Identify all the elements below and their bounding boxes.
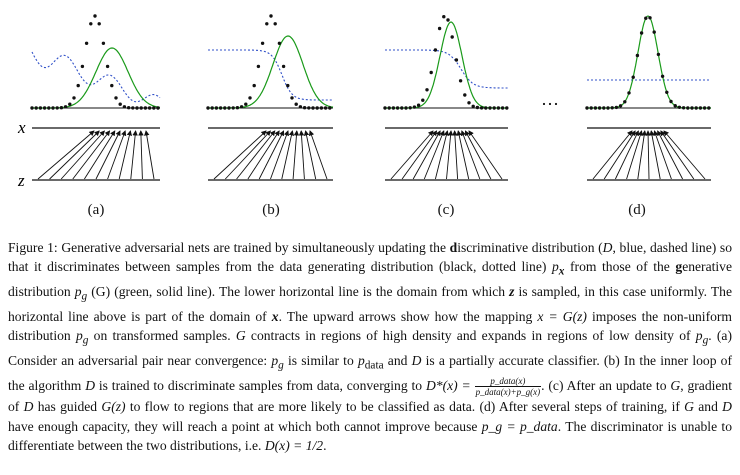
mapping-arrow-b: [293, 131, 297, 179]
data-dot-a: [81, 65, 84, 68]
data-dot-a: [127, 106, 130, 109]
data-dot-b: [303, 106, 306, 109]
figure-caption: Figure 1: Generative adversarial nets are trained by simultaneously updating the discriminative distribution (D, blue, dashed line) so that it discriminates between samples from the data generating distribution (black, dotted line) $p_x$ from those of the generative distribution $p_g$ (G) (green, solid line). The lower horizontal line is the domain from which z is sampled, in this case uniformly. The horizontal line above is part of the domain of x. The upward arrows show how the mapping x = G(z) imposes the non-uniform distribution $p_g$ on transformed samples. G contracts in regions of high density and expands in regions of low density of $p_g$. (a) Consider an adversarial pair near convergence: $p_g$ is similar to $p_{data}$ and D is a partially accurate classifier. (b) In the inner loop of the algorithm D is trained to discriminate samples from data, converging to D*(x) = $\frac{\text{p\_data(x)}}{\text{p\_data(x)+p\_g(x)}}$ . (c) After an update to G, gradient of D has guided G(z) to flow to regions that are more likely to be classified as data. (d) After several steps of training, if G and D have enough capacity, they will reach a point at which both cannot improve because p_g = p_data. The discriminator is unable to differentiate between the two distributions, i.e. D(x) = 1/2.: [8, 240, 733, 453]
data-dot-c: [451, 35, 454, 38]
data-dot-b: [282, 65, 285, 68]
data-dot-a: [68, 103, 71, 106]
data-dot-b: [248, 96, 251, 99]
optimal-discriminator-fraction: $\frac{\text{p\_data(x)}}{\text{p\_data(x)+p\_g(x)}}$: [475, 376, 541, 398]
data-dot-b: [328, 106, 331, 109]
data-dot-b: [316, 106, 319, 109]
data-dot-c: [467, 101, 470, 104]
data-dot-d: [665, 91, 668, 94]
mapping-arrow-c: [462, 131, 480, 179]
data-dot-c: [400, 106, 403, 109]
data-dot-a: [60, 106, 63, 109]
data-dot-b: [274, 22, 277, 25]
mapping-arrow-d: [615, 131, 638, 179]
data-dot-d: [615, 106, 618, 109]
data-dot-b: [307, 106, 310, 109]
mapping-arrow-b: [306, 131, 316, 179]
data-dot-d: [678, 106, 681, 109]
data-dot-a: [51, 106, 54, 109]
mapping-arrow-b: [310, 131, 327, 179]
data-dot-a: [39, 106, 42, 109]
data-dot-a: [131, 106, 134, 109]
data-dot-a: [110, 84, 113, 87]
data-dot-b: [299, 105, 302, 108]
mapping-arrow-b: [282, 131, 293, 179]
data-dot-b: [261, 42, 264, 45]
discriminator-curve-a: [32, 52, 160, 102]
data-dot-a: [119, 103, 122, 106]
data-dot-d: [686, 106, 689, 109]
data-dot-d: [585, 106, 588, 109]
data-dot-c: [421, 99, 424, 102]
mapping-arrow-b: [301, 131, 304, 179]
data-dot-a: [144, 106, 147, 109]
mapping-arrow-b: [259, 131, 283, 179]
mapping-arrow-c: [455, 131, 458, 179]
generator-curve-a: [32, 48, 160, 108]
mapping-arrow-a: [119, 131, 130, 179]
data-dot-c: [459, 79, 462, 82]
data-dot-b: [232, 106, 235, 109]
mapping-arrow-c: [435, 131, 447, 179]
mapping-arrow-b: [214, 131, 266, 179]
data-dot-d: [623, 100, 626, 103]
data-dot-a: [135, 106, 138, 109]
data-dot-b: [269, 14, 272, 17]
discriminator-curve-c: [385, 50, 508, 88]
data-dot-c: [404, 106, 407, 109]
x-axis-label: x: [18, 118, 26, 137]
data-dot-a: [148, 106, 151, 109]
data-dot-c: [493, 106, 496, 109]
data-dot-d: [657, 53, 660, 56]
mapping-arrow-b: [271, 131, 289, 179]
data-dot-a: [106, 65, 109, 68]
data-dot-d: [661, 75, 664, 78]
mapping-arrow-c: [458, 131, 469, 179]
ellipsis-mark: ···: [541, 94, 559, 114]
figure-canvas: [0, 0, 740, 228]
data-dot-a: [77, 84, 80, 87]
data-dot-b: [311, 106, 314, 109]
data-dot-c: [417, 104, 420, 107]
data-dot-b: [223, 106, 226, 109]
data-dot-d: [644, 17, 647, 20]
data-dot-d: [602, 106, 605, 109]
data-dot-c: [497, 106, 500, 109]
data-dot-b: [227, 106, 230, 109]
data-dot-d: [648, 16, 651, 19]
gan-figure: [0, 0, 740, 228]
data-dot-c: [409, 106, 412, 109]
data-dot-a: [72, 96, 75, 99]
data-dot-c: [392, 106, 395, 109]
data-dot-a: [140, 106, 143, 109]
data-dot-a: [102, 42, 105, 45]
data-dot-c: [488, 106, 491, 109]
data-dot-b: [286, 84, 289, 87]
generator-curve-d: [587, 16, 711, 108]
data-dot-a: [152, 106, 155, 109]
data-dot-d: [598, 106, 601, 109]
data-dot-d: [619, 104, 622, 107]
data-dot-c: [476, 106, 479, 109]
mapping-arrow-d: [638, 131, 645, 179]
data-dot-c: [438, 27, 441, 30]
data-dot-a: [47, 106, 50, 109]
data-dot-c: [388, 106, 391, 109]
data-dot-b: [253, 84, 256, 87]
data-dot-c: [446, 18, 449, 21]
data-dot-a: [85, 42, 88, 45]
data-dot-c: [472, 105, 475, 108]
data-dot-c: [455, 58, 458, 61]
panel-label-b: (b): [262, 202, 280, 218]
mapping-arrow-a: [38, 131, 94, 179]
data-dot-d: [682, 106, 685, 109]
generator-curve-b: [208, 36, 333, 108]
data-dot-c: [501, 106, 504, 109]
data-dot-b: [265, 22, 268, 25]
data-dot-a: [35, 106, 38, 109]
data-dot-c: [396, 106, 399, 109]
data-dot-c: [425, 88, 428, 91]
data-dot-d: [703, 106, 706, 109]
data-dot-c: [505, 106, 508, 109]
data-dot-a: [64, 105, 67, 108]
generator-curve-c: [385, 22, 508, 108]
mapping-arrow-c: [447, 131, 452, 179]
data-dot-d: [674, 104, 677, 107]
data-dot-d: [590, 106, 593, 109]
data-dot-d: [632, 76, 635, 79]
data-dot-c: [434, 48, 437, 51]
data-dot-d: [699, 106, 702, 109]
mapping-arrow-d: [661, 131, 694, 179]
data-dot-a: [123, 105, 126, 108]
data-dot-b: [211, 106, 214, 109]
data-dot-c: [442, 15, 445, 18]
data-dot-a: [89, 22, 92, 25]
mapping-arrow-d: [604, 131, 635, 179]
data-dot-d: [611, 106, 614, 109]
data-dot-b: [295, 103, 298, 106]
data-dot-a: [114, 96, 117, 99]
data-dot-b: [215, 106, 218, 109]
data-dot-a: [156, 106, 159, 109]
data-dot-d: [594, 106, 597, 109]
data-dot-b: [257, 65, 260, 68]
mapping-arrow-c: [402, 131, 437, 179]
data-dot-c: [383, 106, 386, 109]
data-dot-a: [98, 22, 101, 25]
data-dot-d: [627, 91, 630, 94]
data-dot-b: [278, 42, 281, 45]
data-dot-d: [653, 30, 656, 33]
data-dot-b: [219, 106, 222, 109]
data-dot-d: [606, 106, 609, 109]
data-dot-a: [56, 106, 59, 109]
data-dot-c: [413, 105, 416, 108]
data-dot-b: [206, 106, 209, 109]
data-dot-c: [463, 93, 466, 96]
data-dot-d: [640, 31, 643, 34]
mapping-arrow-a: [61, 131, 104, 179]
data-dot-a: [43, 106, 46, 109]
data-dot-b: [290, 96, 293, 99]
z-axis-label: z: [18, 171, 25, 190]
data-dot-d: [707, 106, 710, 109]
data-dot-b: [240, 105, 243, 108]
mapping-arrow-c: [465, 131, 491, 179]
data-dot-b: [244, 103, 247, 106]
mapping-arrow-d: [593, 131, 632, 179]
mapping-arrow-d: [648, 131, 649, 179]
mapping-arrow-c: [469, 131, 502, 179]
panel-label-c: (c): [437, 202, 455, 218]
figure-number: Figure 1:: [8, 240, 58, 255]
mapping-arrow-d: [654, 131, 671, 179]
data-dot-a: [30, 106, 33, 109]
data-dot-d: [669, 100, 672, 103]
mapping-arrow-d: [651, 131, 660, 179]
data-dot-c: [430, 71, 433, 74]
mapping-arrow-a: [131, 131, 136, 179]
panel-label-a: (a): [87, 202, 105, 218]
data-dot-c: [480, 106, 483, 109]
mapping-arrow-a: [141, 131, 143, 179]
mapping-arrow-b: [237, 131, 275, 179]
data-dot-d: [690, 106, 693, 109]
data-dot-d: [695, 106, 698, 109]
data-dot-a: [93, 14, 96, 17]
mapping-arrow-d: [627, 131, 642, 179]
data-dot-b: [324, 106, 327, 109]
data-dot-c: [484, 106, 487, 109]
data-dot-d: [636, 54, 639, 57]
panel-label-d: (d): [628, 202, 646, 218]
data-dot-b: [236, 106, 239, 109]
mapping-arrow-a: [146, 131, 154, 179]
data-dot-b: [320, 106, 323, 109]
